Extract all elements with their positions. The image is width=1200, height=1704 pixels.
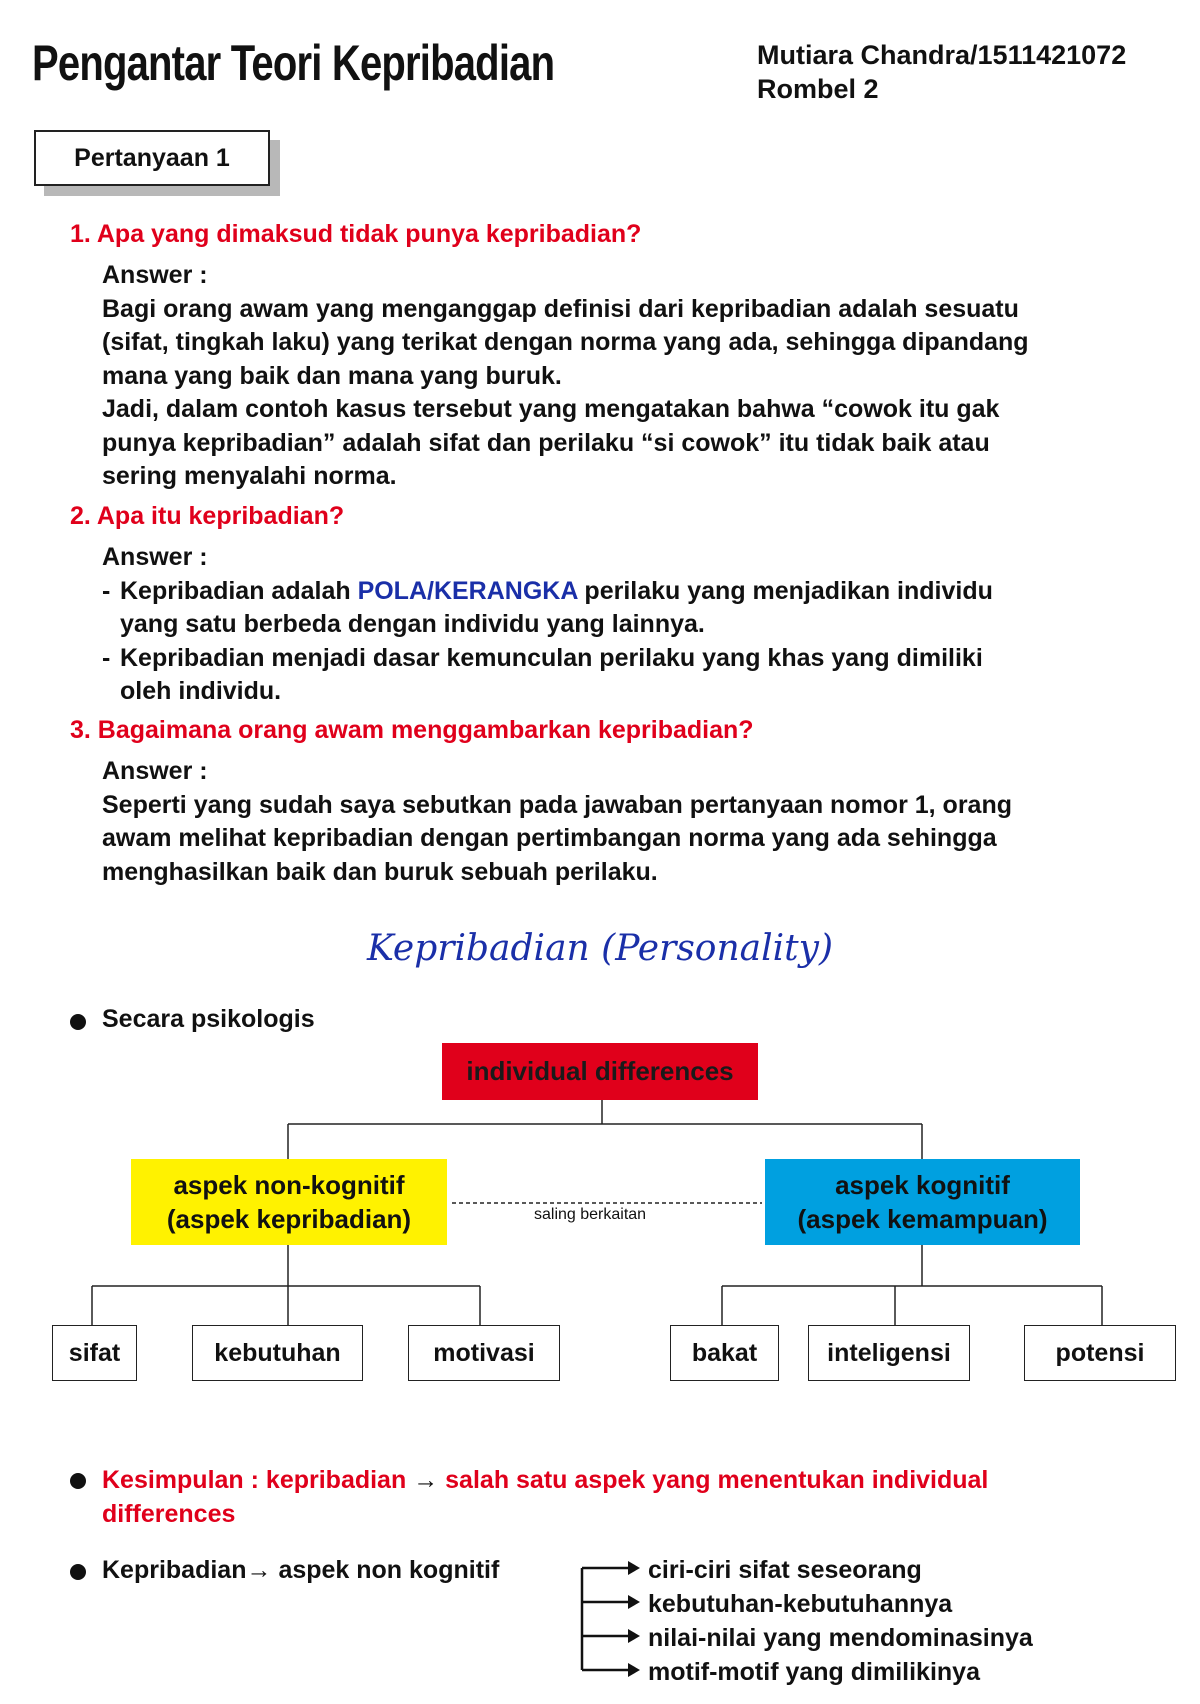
answer-line: (sifat, tingkah laku) yang terikat dengan norma yang ada, sehingga dipandang [102, 328, 1029, 356]
link-label: saling berkaitan [534, 1206, 647, 1223]
section-label: Pertanyaan 1 [34, 130, 270, 186]
class-label: Rombel 2 [757, 74, 879, 104]
arrow-head-icon [628, 1663, 640, 1677]
summary-list [648, 1553, 1033, 1689]
answer-label: Answer : [102, 757, 208, 785]
branch-line: aspek kognitif [835, 1170, 1010, 1200]
question-2: 2. Apa itu kepribadian? [70, 502, 345, 530]
summary-middle: aspek non kognitif [278, 1556, 500, 1584]
leaf-box-bakat: bakat [670, 1325, 779, 1381]
arrow-head-icon [628, 1561, 640, 1575]
bullet-text: perilaku yang menjadikan individu [577, 576, 993, 605]
question-3: 3. Bagaimana orang awam menggambarkan kepribadian? [70, 716, 754, 744]
arrow-icon: → [413, 1466, 439, 1494]
page-title: Pengantar Teori Kepribadian [32, 35, 555, 91]
diagram-bullet-label: Secara psikologis [102, 1005, 315, 1033]
answer-line: Jadi, dalam contoh kasus tersebut yang mengatakan bahwa “cowok itu gak [102, 395, 1000, 423]
answer-line: mana yang baik dan mana yang buruk. [102, 361, 562, 390]
leaf-box-motivasi: motivasi [408, 1325, 560, 1381]
arrow-icon: → [246, 1556, 272, 1584]
summary-subject: Kepribadian [102, 1556, 247, 1584]
answer-line: punya kepribadian” adalah sifat dan perilaku “si cowok” itu tidak baik atau [102, 428, 990, 457]
bullet-text: Kepribadian menjadi dasar kemunculan perilaku yang khas yang dimiliki [120, 643, 983, 672]
branch-line: aspek non-kognitif [173, 1170, 405, 1200]
bullet-dash: - [102, 643, 111, 672]
answer-line: sering menyalahi norma. [102, 462, 397, 490]
summary-item: ciri-ciri sifat seseorang [648, 1556, 922, 1584]
bullet-text: Kepribadian adalah [120, 576, 358, 605]
leaf-box-kebutuhan: kebutuhan [192, 1325, 363, 1381]
conclusion-text: salah satu aspek yang menentukan individual [445, 1466, 989, 1494]
conclusion-label: Kesimpulan : kepribadian [102, 1466, 407, 1494]
diagram-heading: Kepribadian (Personality) [367, 928, 833, 969]
author-name-id: Mutiara Chandra/1511421072 [757, 40, 1127, 70]
answer-label: Answer : [102, 261, 208, 289]
leaf-box-potensi: potensi [1024, 1325, 1176, 1381]
branch-line: (aspek kepribadian) [166, 1204, 412, 1234]
highlight-text: POLA/KERANGKA [357, 576, 578, 605]
summary-item: motif-motif yang dimilikinya [648, 1658, 980, 1686]
question-1: 1. Apa yang dimaksud tidak punya kepribadian? [70, 220, 642, 248]
answer-line: awam melihat kepribadian dengan pertimbangan norma yang ada sehingga [102, 824, 997, 852]
leaf-box-sifat: sifat [52, 1325, 137, 1381]
root-box-individual-differences: individual differences [442, 1043, 758, 1100]
answer-line: Bagi orang awam yang menganggap definisi dari kepribadian adalah sesuatu [102, 294, 1019, 323]
branch-line: (aspek kemampuan) [797, 1204, 1048, 1234]
answer-label: Answer : [102, 543, 208, 571]
arrow-head-icon [628, 1595, 640, 1609]
bullet-text: yang satu berbeda dengan individu yang lainnya. [120, 610, 705, 638]
answer-line: menghasilkan baik dan buruk sebuah perilaku. [102, 857, 658, 886]
arrow-head-icon [628, 1629, 640, 1643]
bullet-text: oleh individu. [120, 677, 282, 705]
leaf-box-inteligensi: inteligensi [808, 1325, 970, 1381]
conclusion-text: differences [102, 1500, 236, 1528]
bullet-dash: - [102, 576, 111, 605]
answer-line: Seperti yang sudah saya sebutkan pada jawaban pertanyaan nomor 1, orang [102, 790, 1012, 819]
summary-item: kebutuhan-kebutuhannya [648, 1590, 953, 1618]
summary-item: nilai-nilai yang mendominasinya [648, 1624, 1033, 1652]
